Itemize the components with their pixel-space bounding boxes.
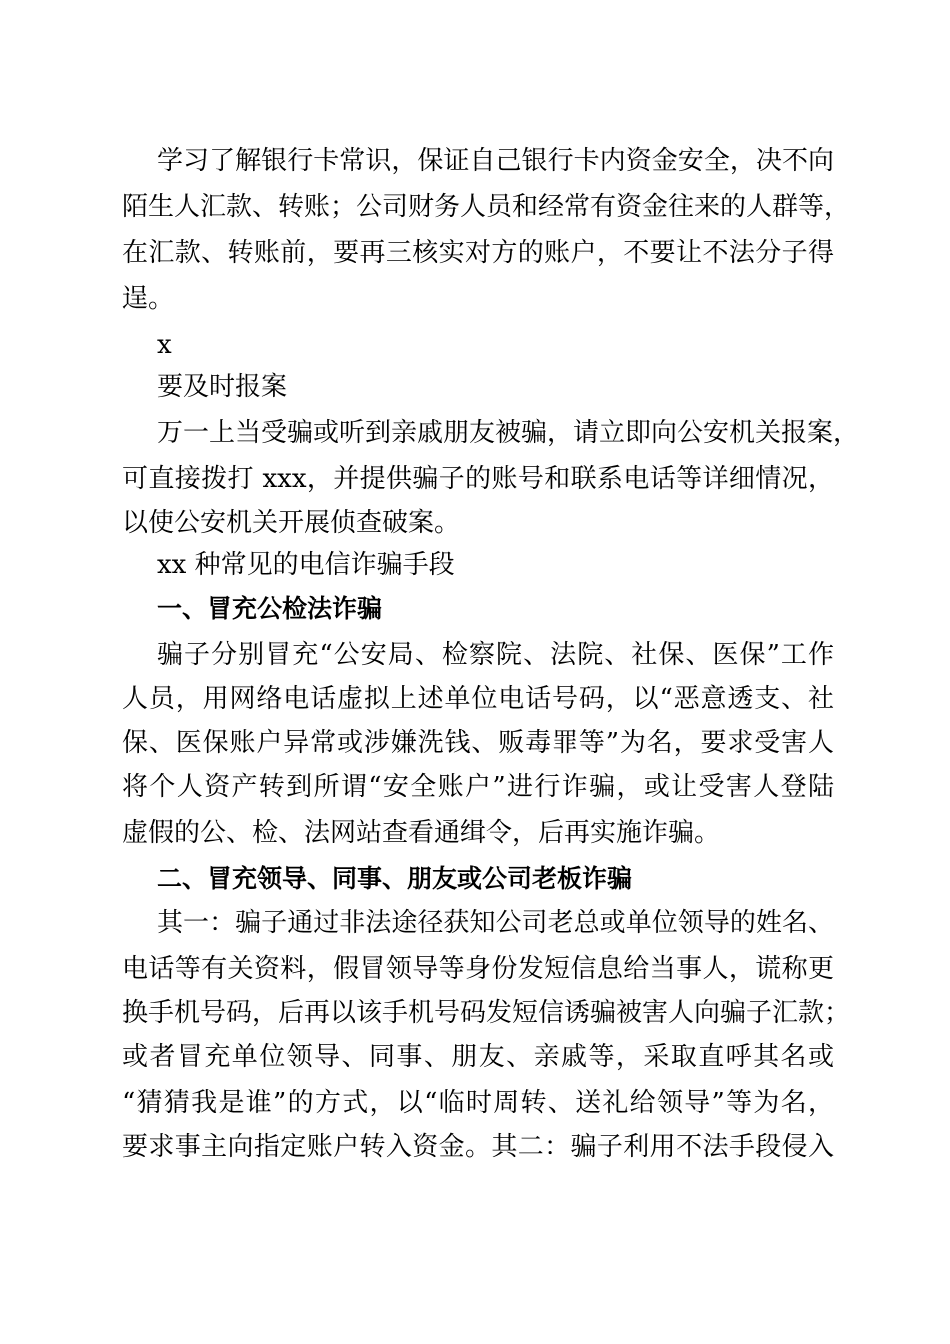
- paragraph-line: 换手机号码，后再以该手机号码发短信诱骗被害人向骗子汇款；: [122, 998, 851, 1028]
- paragraph-line: 将个人资产转到所谓“安全账户”进行诈骗，或让受害人登陆: [122, 772, 834, 802]
- paragraph-line: x: [157, 330, 172, 360]
- paragraph-line: 人员，用网络电话虚拟上述单位电话号码，以“恶意透支、社: [122, 684, 834, 714]
- paragraph-line: 以使公安机关开展侦查破案。: [122, 508, 461, 538]
- paragraph-line: 骗子分别冒充“公安局、检察院、法院、社保、医保”工作: [157, 640, 834, 670]
- paragraph-line: 其一：骗子通过非法途径获知公司老总或单位领导的姓名、: [157, 908, 834, 938]
- paragraph-line: 保、医保账户异常或涉嫌洗钱、贩毒罪等”为名，要求受害人: [122, 728, 834, 758]
- paragraph-line: 或者冒充单位领导、同事、朋友、亲戚等，采取直呼其名或: [122, 1042, 834, 1072]
- paragraph-line: 万一上当受骗或听到亲戚朋友被骗，请立即向公安机关报案，: [157, 418, 860, 448]
- paragraph-line: 学习了解银行卡常识，保证自己银行卡内资金安全，决不向: [157, 146, 834, 176]
- paragraph-line: 在汇款、转账前，要再三核实对方的账户，不要让不法分子得: [122, 238, 834, 268]
- paragraph-line: 陌生人汇款、转账；公司财务人员和经常有资金往来的人群等，: [122, 192, 851, 222]
- paragraph-line: 要求事主向指定账户转入资金。其二：骗子利用不法手段侵入: [122, 1132, 834, 1162]
- paragraph-line: 电话等有关资料，假冒领导等身份发短信息给当事人，谎称更: [122, 954, 834, 984]
- paragraph-line: 逞。: [122, 284, 175, 314]
- paragraph-line: 可直接拨打 xxx，并提供骗子的账号和联系电话等详细情况，: [122, 464, 834, 494]
- section-subtitle: xx 种常见的电信诈骗手段: [157, 550, 455, 580]
- section-heading: 二、冒充领导、同事、朋友或公司老板诈骗: [157, 864, 633, 893]
- section-subtitle: 要及时报案: [157, 372, 288, 402]
- section-heading: 一、冒充公检法诈骗: [157, 594, 383, 623]
- paragraph-line: “猜猜我是谁”的方式，以“临时周转、送礼给领导”等为名，: [122, 1088, 834, 1118]
- paragraph-line: 虚假的公、检、法网站查看通缉令，后再实施诈骗。: [122, 818, 721, 848]
